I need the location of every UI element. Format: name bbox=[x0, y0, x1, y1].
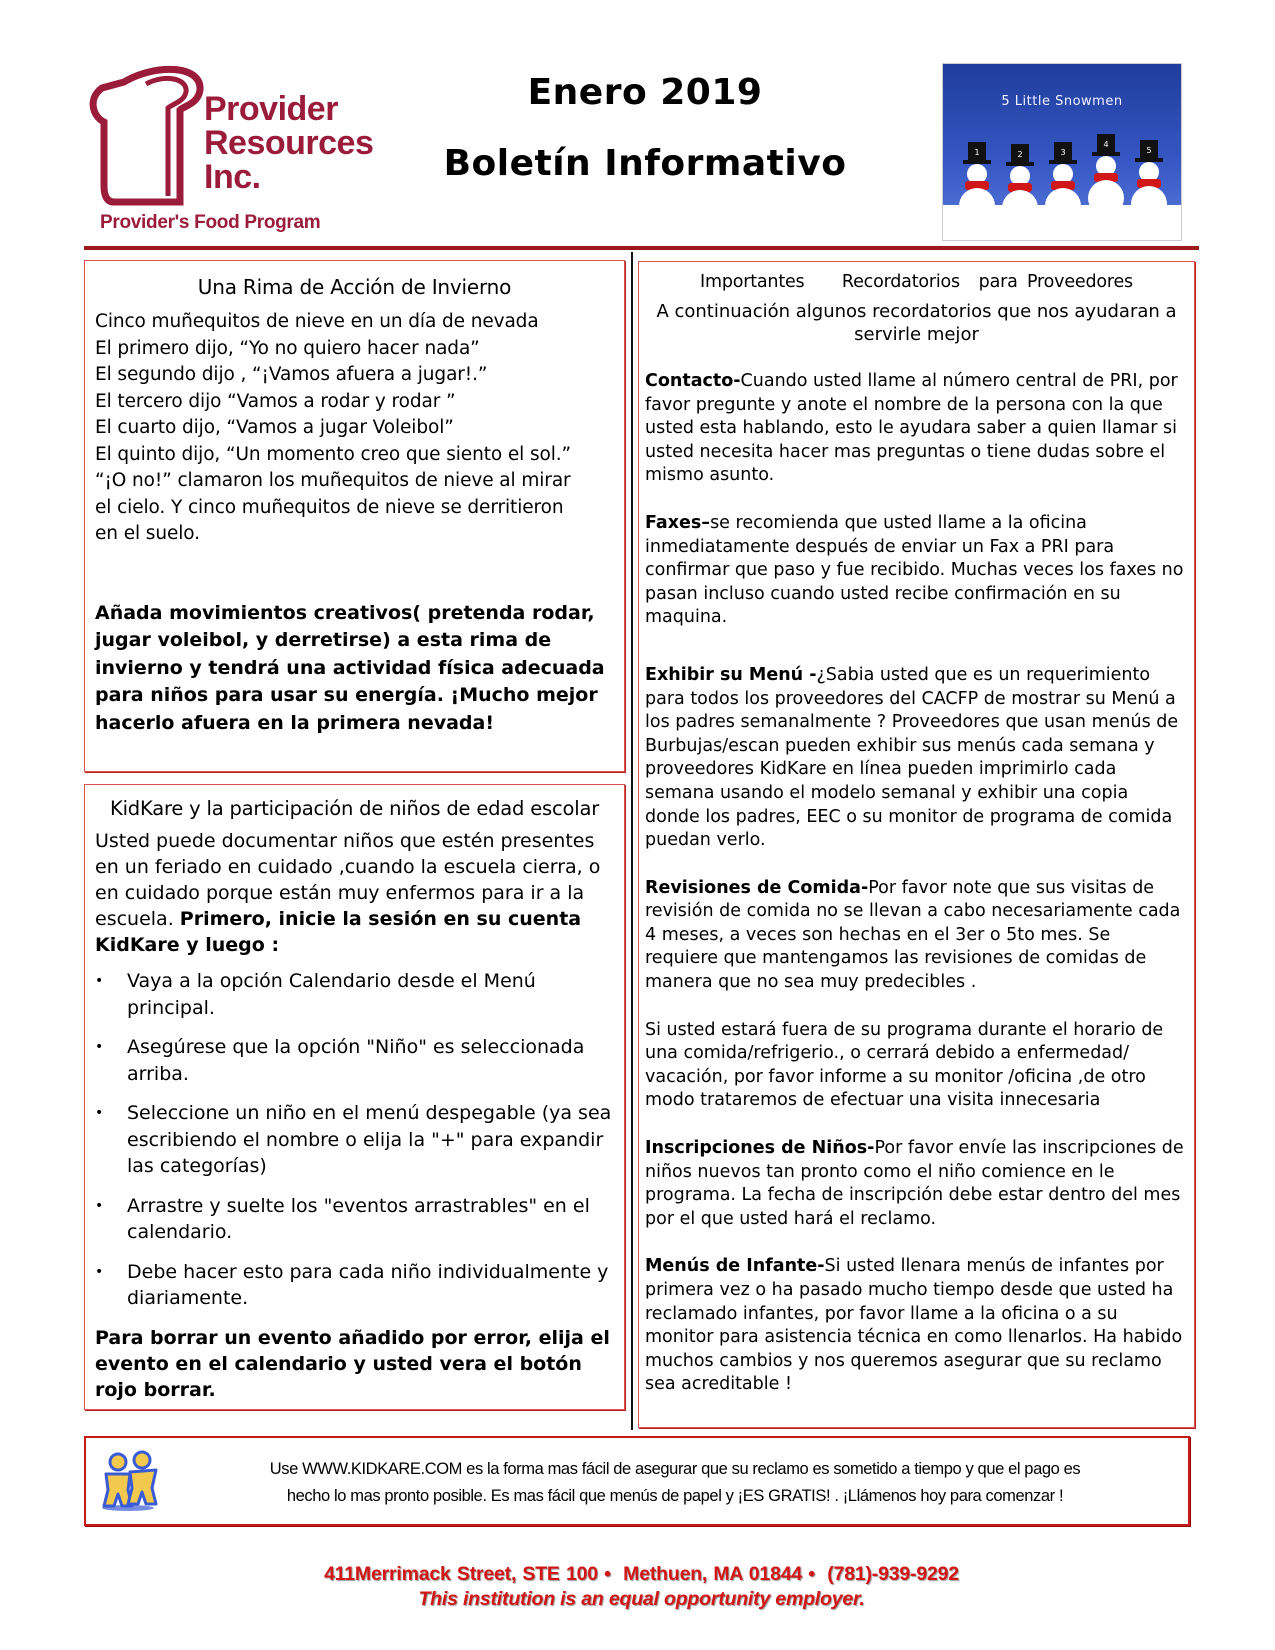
logo-tagline: Provider's Food Program bbox=[100, 212, 321, 233]
logo-line-inc: Inc. bbox=[204, 158, 261, 196]
newsletter-title bbox=[400, 72, 890, 184]
reminder-inscripciones: Inscripciones de Niños-Por favor envíe las inscripciones de niños nuevos tan pronto como el niño comience en le programa. La fecha de inscripción debe estar dentro del mes por el que usted hará el reclamo. bbox=[645, 1138, 1184, 1229]
rhyme-line: El quinto dijo, “Un momento creo que siento el sol.” bbox=[95, 443, 572, 465]
kidkare-intro-bold: Primero, inicie la sesión en su cuenta KidKare y luego : bbox=[95, 908, 582, 956]
reminder-revisiones: Revisiones de Comida-Por favor note que sus visitas de revisión de comida no se llevan a cabo necesariamente cada 4 meses, a veces son hechas en el 3er o 5to mes. Se requiere que mantengamos las revisiones de comidas de manera que no sea muy predecibles . bbox=[645, 877, 1181, 993]
reminder-exhibir-menu: Exhibir su Menú -¿Sabia usted que es un requerimiento para todos los proveedores del CACFP de mostrar su Menú a los padres semanalmente ? Proveedores que usan menús de Burbujas/escan pueden exhibir sus menús cada semana y proveedores KidKare en línea pueden imprimirlo cada semana usando el modelo semanal y exhibir una copia donde los padres, EEC o su monitor de programa de comida puedan verlo. bbox=[645, 664, 1179, 851]
list-item: • Asegúrese que la opción "Niño" es seleccionada arriba. bbox=[95, 1036, 585, 1085]
provider-resources-logo bbox=[84, 62, 374, 244]
rhyme-line: el cielo. Y cinco muñequitos de nieve se derritieron bbox=[95, 496, 564, 518]
rhyme-line: El tercero dijo “Vamos a rodar y rodar ” bbox=[95, 390, 456, 412]
title-month: Enero 2019 bbox=[527, 72, 763, 113]
kidkare-promo-line: Use WWW.KIDKARE.COM es la forma mas fácil de asegurar que su reclamo es sometido a tiempo y que el pago es bbox=[269, 1460, 1081, 1478]
kidkare-promo-banner bbox=[84, 1436, 1190, 1526]
kidkare-children-icon bbox=[98, 1450, 160, 1512]
list-item: • Seleccione un niño en el menú despegable (ya sea escribiendo el nombre o elija la "+" para expandir las categorías) bbox=[95, 1102, 612, 1177]
rhyme-activity-note: Añada movimientos creativos( pretenda rodar, jugar voleibol, y derretirse) a esta rima de invierno y tendrá una actividad física adecuada para niños para usar su energía. ¡Mucho mejor hacerlo afuera en la primera nevada! bbox=[95, 601, 605, 734]
rhyme-line: Cinco muñequitos de nieve en un día de nevada bbox=[95, 311, 539, 332]
bread-slice-icon bbox=[84, 62, 204, 212]
winter-rhyme-box bbox=[84, 260, 625, 772]
footer-address: 411Merrimack Street, STE 100 • Methuen, MA 01844 • (781)-939-9292 bbox=[324, 1563, 959, 1585]
logo-line-resources: Resources bbox=[204, 124, 374, 162]
kidkare-school-age-box bbox=[84, 784, 625, 1410]
reminders-title: Importantes Recordatorios para Proveedores bbox=[700, 272, 1133, 292]
bullet-icon: • bbox=[95, 1039, 104, 1055]
reminder-ausencia: Si usted estará fuera de su programa durante el horario de una comida/refrigerio., o cerrará debido a enfermedad/ vacación, por favor informe a su monitor /oficina ,de otro modo trataremos de efectuar una visita innecesaria bbox=[645, 1019, 1164, 1111]
snowman-icon: 2 bbox=[1000, 144, 1040, 241]
snowmen-image bbox=[942, 63, 1182, 241]
reminder-contacto: Contacto-Cuando usted llame al número central de PRI, por favor pregunte y anote el nombre de la persona con la que usted esta hablando, esto le ayudara saber a quien llamar si usted necesita hacer mas preguntas o tiene dudas sobre el mismo asunto. bbox=[645, 371, 1178, 486]
snowman-icon: 3 bbox=[1043, 142, 1083, 241]
rhyme-line: El cuarto dijo, “Vamos a jugar Voleibol” bbox=[95, 417, 454, 438]
kidkare-promo-text bbox=[170, 1456, 1180, 1510]
kidkare-promo-line: hecho lo mas pronto posible. Es mas fácil que menús de papel y ¡ES GRATIS! . ¡Llámenos hoy para comenzar ! bbox=[286, 1487, 1064, 1505]
snowman-icon: 5 bbox=[1129, 140, 1169, 240]
winter-rhyme-lines bbox=[85, 309, 624, 548]
kidkare-steps-list bbox=[85, 968, 624, 1312]
bullet-icon: • bbox=[95, 1105, 104, 1121]
rhyme-line: El primero dijo, “Yo no quiero hacer nada” bbox=[95, 337, 480, 359]
logo-line-provider: Provider bbox=[204, 90, 338, 128]
kidkare-delete-note: Para borrar un evento añadido por error, elija el evento en el calendario y usted vera el botón rojo borrar. bbox=[95, 1326, 610, 1401]
reminders-subtitle: A continuación algunos recordatorios que nos ayudaran a servirle mejor bbox=[656, 301, 1177, 345]
snowman-icon: 4 bbox=[1086, 134, 1126, 234]
rhyme-line: “¡O no!” clamaron los muñequitos de nieve al mirar bbox=[95, 470, 571, 491]
provider-reminders-box bbox=[638, 261, 1195, 1428]
kidkare-section-title: KidKare y la participación de niños de edad escolar bbox=[109, 797, 600, 820]
rhyme-line: en el suelo. bbox=[95, 523, 200, 544]
reminder-menus-infante: Menús de Infante-Si usted llenara menús de infantes por primera vez o ha pasado mucho tiempo desde que usted ha reclamado infantes, por favor llame a la oficina o a su monitor para asistencia técnica en como llenarlos. Ha habido muchos cambios y nos queremos asegurar que su reclamo sea acreditable ! bbox=[645, 1256, 1183, 1395]
bullet-icon: • bbox=[95, 973, 104, 989]
list-item: • Vaya a la opción Calendario desde el Menú principal. bbox=[95, 970, 536, 1019]
kidkare-intro: Usted puede documentar niños que estén presentes en un feriado en cuidado ,cuando la escuela cierra, o en cuidado porque están muy enfermos para ir a la escuela. Primero, inicie la sesión en su cuenta KidKare y luego : bbox=[95, 830, 601, 956]
snowman-icon: 1 bbox=[957, 142, 997, 241]
bullet-icon: • bbox=[95, 1197, 104, 1214]
page-footer bbox=[84, 1562, 1199, 1611]
header-divider bbox=[84, 246, 1199, 250]
reminder-faxes: Faxes–se recomienda que usted llame a la oficina inmediatamente después de enviar un Fax a PRI para confirmar que paso y fue recibido. Muchas veces los faxes no pasan incluso cuando usted recibe confirmación en su maquina. bbox=[645, 512, 1184, 628]
title-bulletin: Boletín Informativo bbox=[443, 143, 847, 184]
winter-rhyme-title: Una Rima de Acción de Invierno bbox=[197, 275, 512, 299]
bullet-icon: • bbox=[95, 1263, 104, 1280]
column-divider bbox=[631, 252, 633, 1430]
snowmen-caption: 5 Little Snowmen bbox=[1001, 94, 1123, 109]
list-item: • Arrastre y suelte los "eventos arrastrables" en el calendario. bbox=[95, 1194, 590, 1243]
footer-equal-opportunity: This institution is an equal opportunity employer. bbox=[418, 1588, 865, 1610]
list-item: • Debe hacer esto para cada niño individualmente y diariamente. bbox=[95, 1260, 609, 1309]
rhyme-line: El segundo dijo , “¡Vamos afuera a jugar!.” bbox=[95, 364, 488, 385]
